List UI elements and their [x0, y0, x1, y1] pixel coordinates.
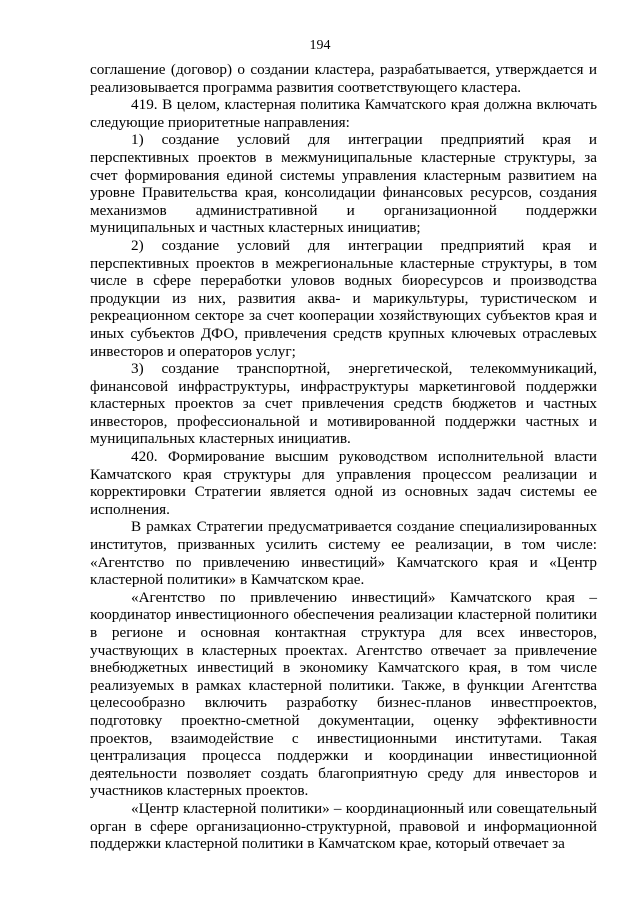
list-item-3: 3) создание транспортной, энергетической, телекоммуникаций, финансовой инфраструктуры, инфраструктуры маркетинговой поддержки кластерных проектов за счет привлечения средств бюджетов и частных инвесторов, профессиональной и мотивированной поддержки частных и муниципальных кластерных инициатив.: [90, 360, 597, 448]
list-item-1: 1) создание условий для интеграции предприятий края и перспективных проектов в межмуниципальные кластерные структуры, за счет формирования единой системы управления кластерным развитием на уровне Правительства края, консолидации финансовых ресурсов, создания механизмов административной и организационной поддержки муниципальных и частных кластерных инициатив;: [90, 131, 597, 237]
paragraph-agency: «Агентство по привлечению инвестиций» Камчатского края – координатор инвестиционного обеспечения реализации кластерной политики в регионе и основная контактная структура для всех инвесторов, участвующих в кластерных проектах. Агентство отвечает за привлечение внебюджетных инвестиций в экономику Камчатского края, в том числе реализуемых в рамках кластерной политики. Также, в функции Агентства целесообразно включить разработку бизнес-планов инвестпроектов, подготовку проектно-сметной документации, оценку эффективности проектов, взаимодействие с инвестиционными институтами. Такая централизация процесса поддержки и координации инвестиционной деятельности позволяет создать благоприятную среду для инвесторов и участников кластерных проектов.: [90, 588, 597, 800]
paragraph-institutions: В рамках Стратегии предусматривается создание специализированных институтов, призванных усилить систему ее реализации, в том числе: «Агентство по привлечению инвестиций» Камчатского края и «Центр кластерной политики» в Камчатском крае.: [90, 518, 597, 589]
list-item-2: 2) создание условий для интеграции предприятий края и перспективных проектов в межрегиональные кластерные структуры, в том числе в сфере переработки уловов водных биоресурсов и производства продукции из них, развития аква- и марикультуры, туристическом и рекреационном секторе за счет кооперации хозяйствующих субъектов края и иных субъектов ДФО, привлечения средств крупных ключевых отраслевых инвесторов и операторов услуг;: [90, 236, 597, 360]
page-number: 194: [309, 38, 331, 53]
document-body: [90, 61, 597, 853]
paragraph-419: 419. В целом, кластерная политика Камчатского края должна включать следующие приоритетные направления:: [90, 96, 597, 131]
paragraph-420: 420. Формирование высшим руководством исполнительной власти Камчатского края структуры для управления процессом реализации и корректировки Стратегии является одной из основных задач системы ее исполнения.: [90, 448, 597, 518]
paragraph-continued: соглашение (договор) о создании кластера, разрабатывается, утверждается и реализовывается программа развития соответствующего кластера.: [90, 61, 597, 96]
paragraph-cluster-center: «Центр кластерной политики» – координационный или совещательный орган в сфере организационно-структурной, правовой и информационной поддержки кластерной политики в Камчатском крае, который отвечает за: [90, 799, 597, 853]
